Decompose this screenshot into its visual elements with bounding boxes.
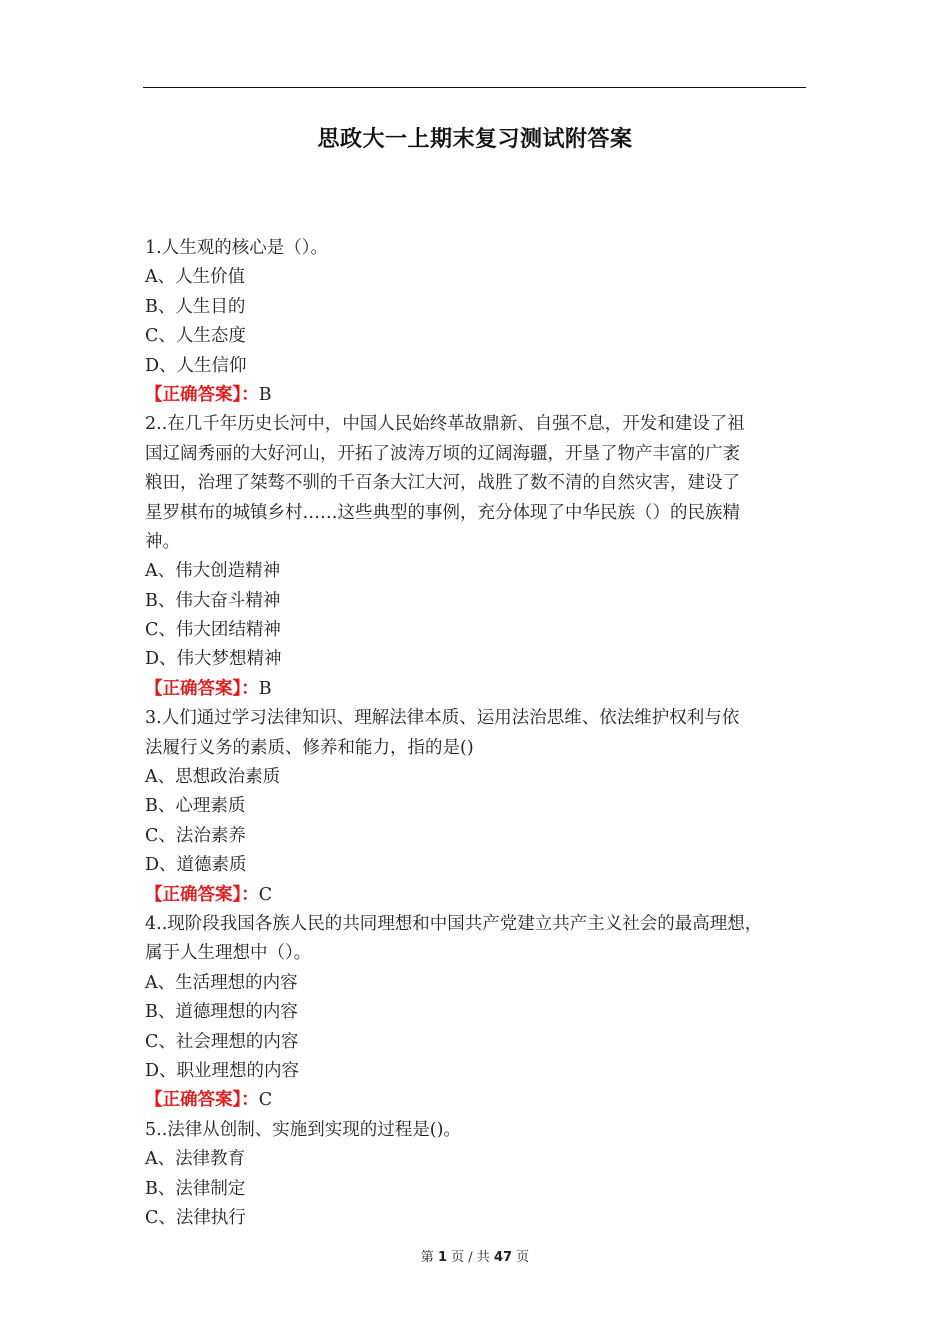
answer-row xyxy=(145,1086,825,1115)
option-a: A、生活理想的内容 xyxy=(145,972,298,993)
option-c: C、人生态度 xyxy=(145,326,246,347)
answer-label: 【正确答案】： xyxy=(145,678,259,699)
question-3 xyxy=(145,704,825,910)
question-text: 1.人生观的核心是（）。 xyxy=(145,238,328,258)
answer-row xyxy=(145,675,825,704)
question-text: 星罗棋布的城镇乡村……这些典型的事例，充分体现了中华民族（）的民族精 xyxy=(145,502,740,523)
page-footer xyxy=(0,1246,950,1265)
answer-label: 【正确答案】： xyxy=(145,384,259,405)
question-5 xyxy=(145,1116,825,1234)
option-d: D、伟大梦想精神 xyxy=(145,649,282,670)
question-text: 3.人们通过学习法律知识、理解法律本质、运用法治思维、依法维护权利与依 xyxy=(145,708,740,729)
option-a: A、人生价值 xyxy=(145,267,246,288)
option-d: D、人生信仰 xyxy=(145,355,247,376)
option-d: D、职业理想的内容 xyxy=(145,1060,300,1081)
question-list xyxy=(145,234,825,1233)
footer-prefix: 第 xyxy=(420,1250,434,1265)
total-pages-number: 47 xyxy=(493,1250,513,1265)
question-text: 属于人生理想中（）。 xyxy=(145,943,312,964)
question-text: 法履行义务的素质、修养和能力，指的是() xyxy=(145,737,474,758)
question-text: 4..现阶段我国各族人民的共同理想和中国共产党建立共产主义社会的最高理想， xyxy=(145,913,763,934)
answer-label: 【正确答案】： xyxy=(145,1090,259,1111)
answer-value: C xyxy=(258,884,273,905)
option-c: C、伟大团结精神 xyxy=(145,620,281,641)
answer-row xyxy=(145,881,825,910)
answer-value: C xyxy=(258,1090,273,1111)
question-text: 粮田，治理了桀骜不驯的千百条大江大河，战胜了数不清的自然灾害，建设了 xyxy=(145,473,740,494)
option-b: B、人生目的 xyxy=(145,296,246,317)
option-c: C、法律执行 xyxy=(145,1207,246,1228)
option-a: A、思想政治素质 xyxy=(145,767,281,788)
footer-suffix: 页 xyxy=(516,1250,530,1265)
option-b: B、心理素质 xyxy=(145,796,246,817)
question-1 xyxy=(145,234,825,410)
answer-value: B xyxy=(258,678,272,699)
current-page-number: 1 xyxy=(437,1250,447,1265)
option-a: A、法律教育 xyxy=(145,1149,246,1170)
question-text: 2..在几千年历史长河中，中国人民始终革故鼎新、自强不息，开发和建设了祖 xyxy=(145,414,745,435)
question-2 xyxy=(145,410,825,704)
question-4 xyxy=(145,910,825,1116)
answer-row xyxy=(145,381,825,410)
option-b: B、法律制定 xyxy=(145,1178,246,1199)
header-rule xyxy=(143,87,806,88)
option-b: B、道德理想的内容 xyxy=(145,1002,298,1023)
question-text: 国辽阔秀丽的大好河山，开拓了波涛万顷的辽阔海疆，开垦了物产丰富的广袤 xyxy=(145,443,740,464)
footer-middle: 页 / 共 xyxy=(451,1250,490,1265)
document-title: 思政大一上期末复习测试附答案 xyxy=(317,127,633,152)
option-a: A、伟大创造精神 xyxy=(145,561,281,582)
option-d: D、道德素质 xyxy=(145,855,247,876)
question-text: 5..法律从创制、实施到实现的过程是()。 xyxy=(145,1119,461,1140)
option-c: C、法治素养 xyxy=(145,825,246,846)
option-b: B、伟大奋斗精神 xyxy=(145,590,281,611)
question-text: 神。 xyxy=(145,531,180,552)
answer-value: B xyxy=(258,384,272,405)
option-c: C、社会理想的内容 xyxy=(145,1031,299,1052)
answer-label: 【正确答案】： xyxy=(145,884,259,905)
